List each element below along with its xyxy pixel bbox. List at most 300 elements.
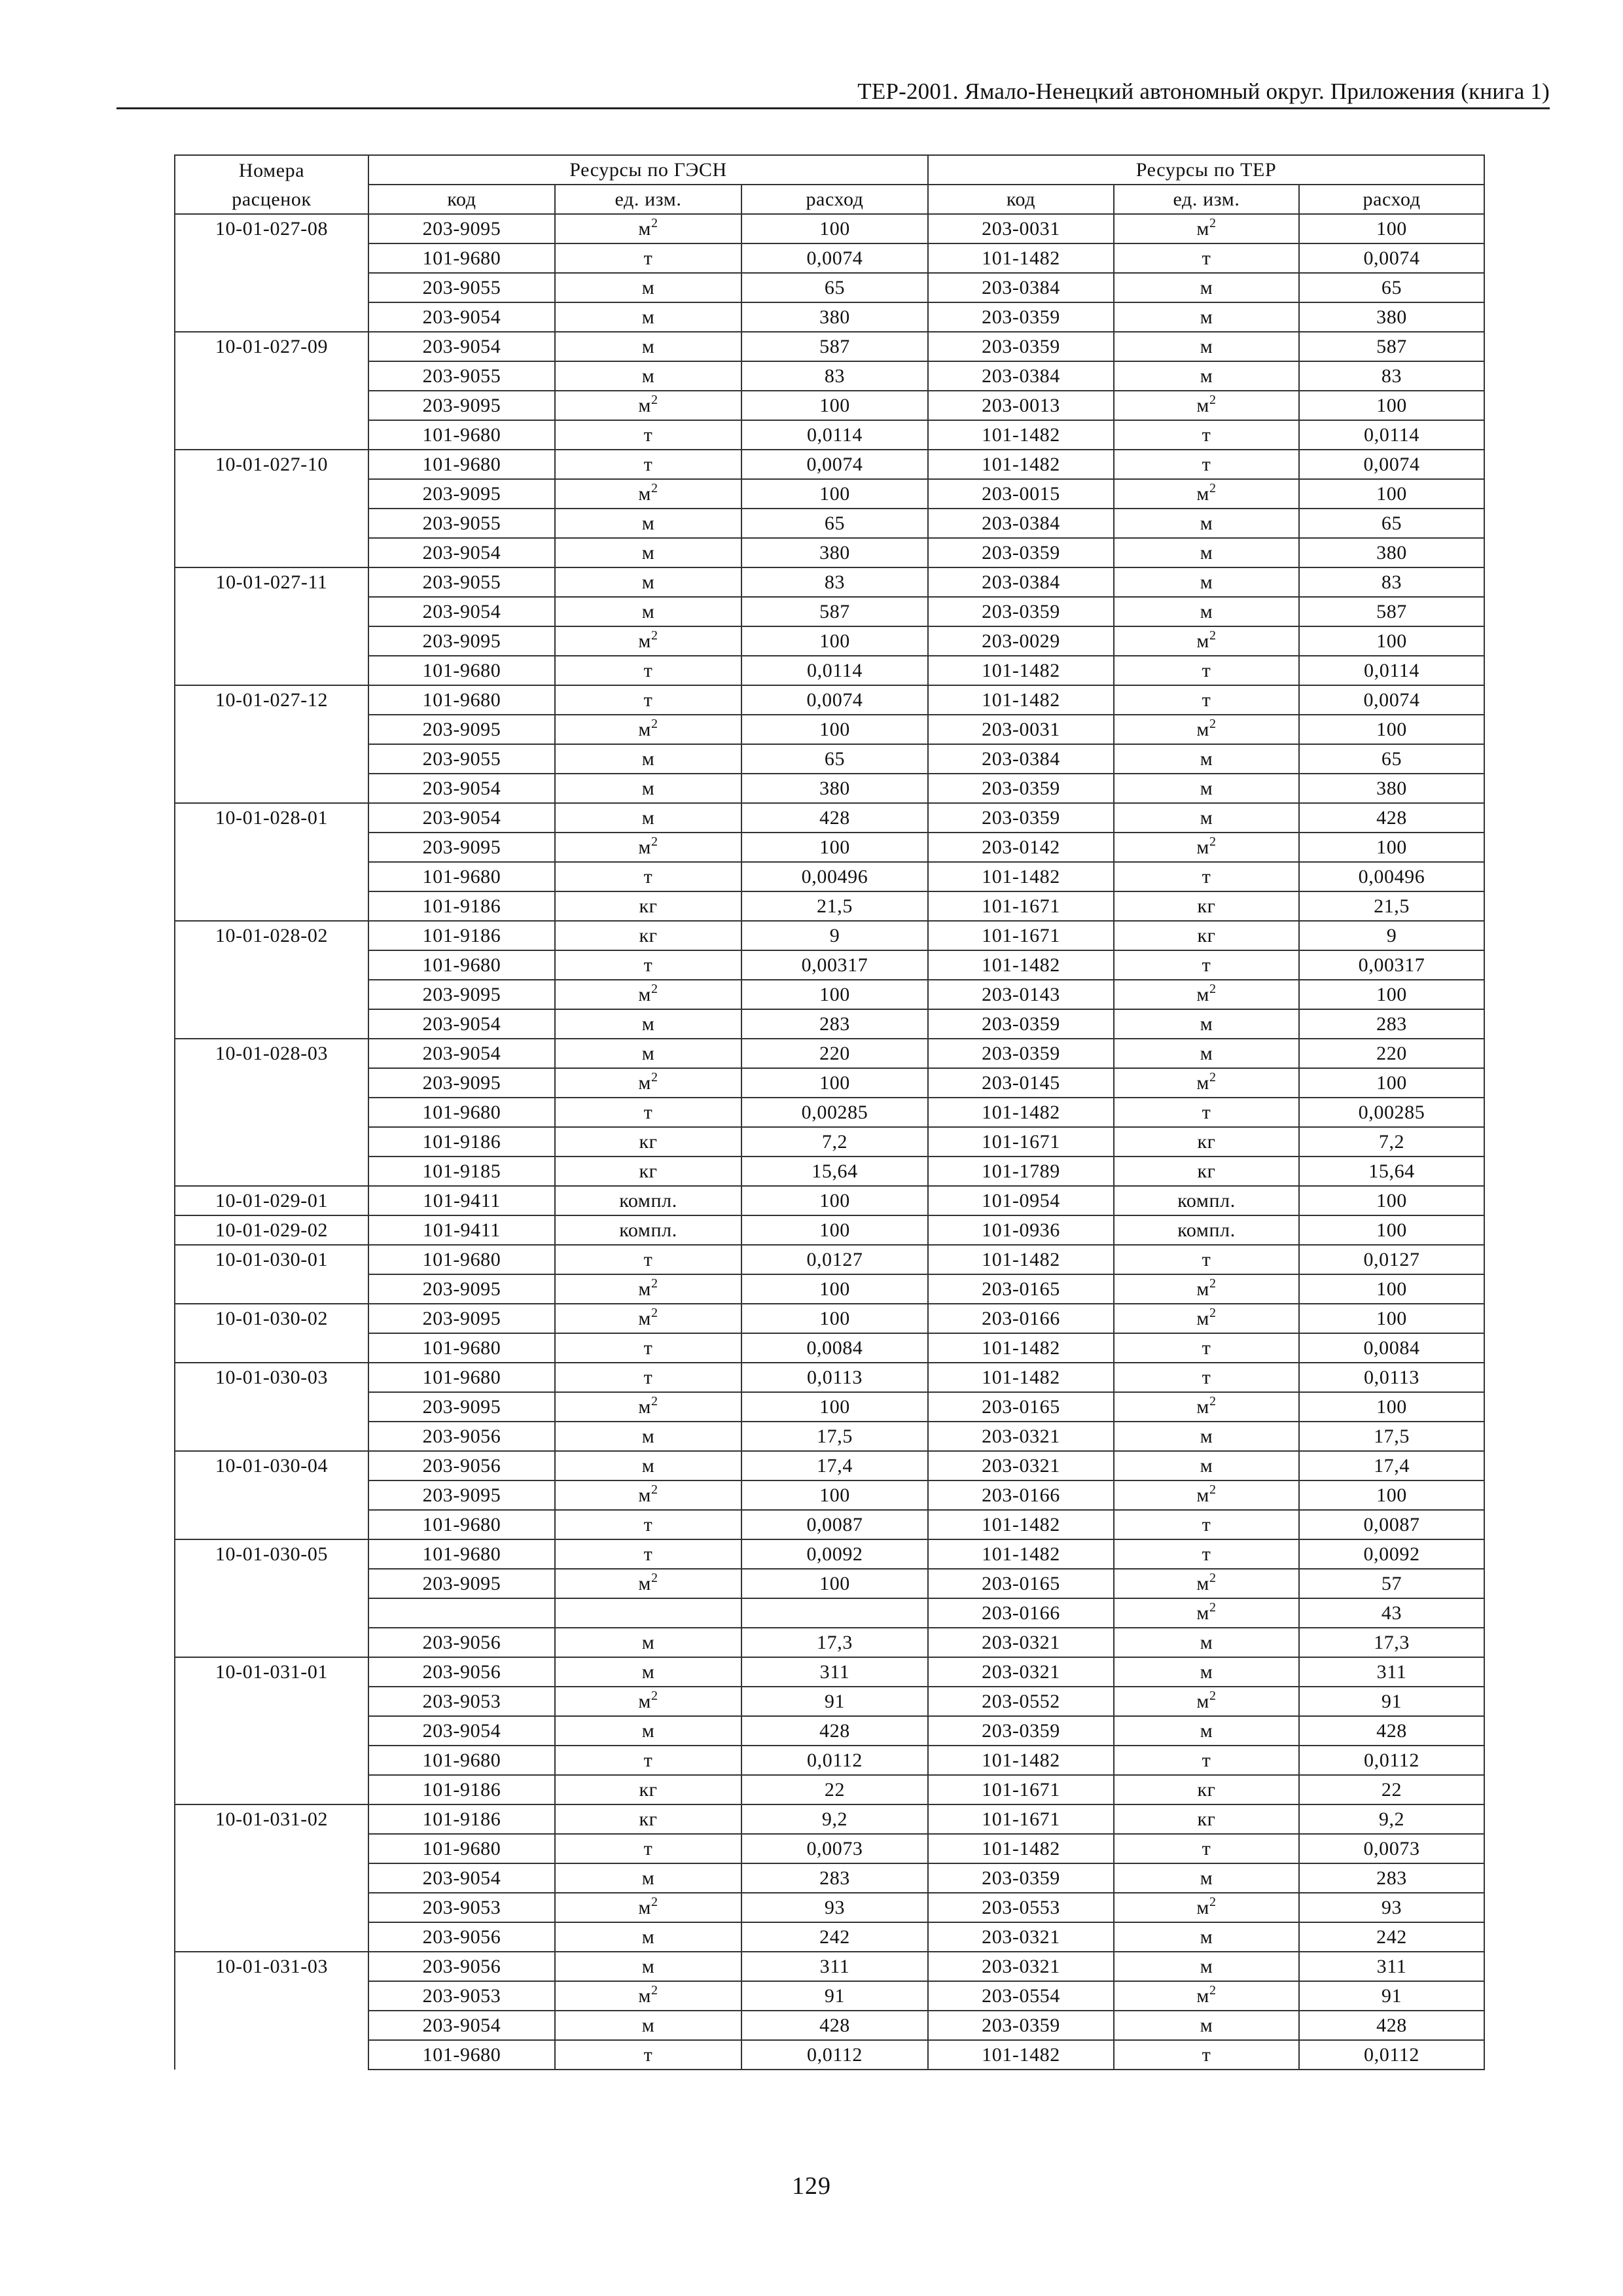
gesn-consumption-cell: 380 [741, 302, 928, 332]
ter-code-cell: 203-0013 [928, 391, 1114, 420]
gesn-code-cell: 203-9054 [368, 803, 555, 833]
ter-code-cell: 203-0384 [928, 744, 1114, 774]
ter-code-cell: 203-0359 [928, 302, 1114, 332]
gesn-code-cell: 203-9054 [368, 1009, 555, 1039]
ter-code-cell: 101-1671 [928, 891, 1114, 921]
ter-code-cell: 203-0359 [928, 803, 1114, 833]
gesn-consumption-cell: 21,5 [741, 891, 928, 921]
gesn-consumption-cell: 83 [741, 361, 928, 391]
ter-unit-cell: т [1114, 1539, 1299, 1569]
gesn-code-cell: 203-9095 [368, 1392, 555, 1422]
ter-unit-cell: т [1114, 656, 1299, 685]
gesn-unit-cell: м [555, 567, 741, 597]
gesn-code-cell: 203-9054 [368, 1863, 555, 1893]
table-row [175, 1333, 1484, 1363]
ter-consumption-cell: 428 [1299, 803, 1484, 833]
gesn-unit-cell: $м^2$ [555, 214, 741, 243]
gesn-unit-cell: м [555, 302, 741, 332]
ter-unit-cell: т [1114, 420, 1299, 450]
ter-unit-cell: $м^2$ [1114, 391, 1299, 420]
table-row [175, 1245, 1484, 1274]
table-row [175, 391, 1484, 420]
ter-consumption-cell: 100 [1299, 833, 1484, 862]
gesn-unit-cell: м [555, 1009, 741, 1039]
ter-unit-cell: м [1114, 803, 1299, 833]
rate-number-cell-continued [175, 361, 368, 391]
gesn-code-cell: 101-9186 [368, 1127, 555, 1157]
ter-consumption-cell: 380 [1299, 774, 1484, 803]
ter-consumption-cell: 380 [1299, 302, 1484, 332]
ter-unit-cell: кг [1114, 1804, 1299, 1834]
table-row [175, 1569, 1484, 1598]
ter-consumption-cell: 0,0127 [1299, 1245, 1484, 1274]
rate-number-cell-continued [175, 626, 368, 656]
gesn-code-cell: 101-9680 [368, 1245, 555, 1274]
gesn-unit-cell: $м^2$ [555, 833, 741, 862]
ter-unit-cell: м [1114, 597, 1299, 626]
gesn-code-cell: 203-9055 [368, 744, 555, 774]
header-rule [116, 107, 1550, 109]
ter-code-cell: 101-1482 [928, 1098, 1114, 1127]
gesn-code-cell: 101-9411 [368, 1186, 555, 1215]
ter-code-cell: 203-0359 [928, 1039, 1114, 1068]
gesn-consumption-cell: 283 [741, 1009, 928, 1039]
table-row [175, 1068, 1484, 1098]
ter-consumption-cell: 380 [1299, 538, 1484, 567]
gesn-unit-cell: $м^2$ [555, 1893, 741, 1922]
ter-code-cell: 203-0553 [928, 1893, 1114, 1922]
gesn-consumption-cell: 0,0087 [741, 1510, 928, 1539]
gesn-consumption-cell [741, 1598, 928, 1628]
gesn-consumption-cell: 7,2 [741, 1127, 928, 1157]
gesn-unit-cell: т [555, 1510, 741, 1539]
rate-number-cell-continued [175, 1127, 368, 1157]
gesn-unit-cell: $м^2$ [555, 1569, 741, 1598]
ter-consumption-cell: 0,00496 [1299, 862, 1484, 891]
gesn-code-cell: 101-9680 [368, 1510, 555, 1539]
ter-code-cell: 203-0554 [928, 1981, 1114, 2011]
ter-code-cell: 203-0142 [928, 833, 1114, 862]
ter-code-cell: 203-0031 [928, 214, 1114, 243]
gesn-consumption-cell: 100 [741, 1274, 928, 1304]
gesn-unit-cell [555, 1598, 741, 1628]
gesn-unit-cell: м [555, 1863, 741, 1893]
ter-unit-cell: т [1114, 1834, 1299, 1863]
table-row [175, 862, 1484, 891]
ter-code-cell: 101-1482 [928, 1539, 1114, 1569]
gesn-unit-cell: м [555, 273, 741, 302]
ter-consumption-cell: 220 [1299, 1039, 1484, 1068]
table-row [175, 214, 1484, 243]
table-row [175, 450, 1484, 479]
ter-unit-cell: $м^2$ [1114, 715, 1299, 744]
ter-consumption-cell: 9 [1299, 921, 1484, 950]
gesn-consumption-cell: 9 [741, 921, 928, 950]
gesn-consumption-cell: 0,0084 [741, 1333, 928, 1363]
table-row [175, 302, 1484, 332]
rate-number-cell-continued [175, 950, 368, 980]
ter-unit-cell: м [1114, 1009, 1299, 1039]
gesn-code-cell: 203-9055 [368, 273, 555, 302]
gesn-consumption-cell: 100 [741, 1392, 928, 1422]
page-number: 129 [792, 2172, 831, 2200]
gesn-unit-cell: кг [555, 1157, 741, 1186]
gesn-consumption-cell: 100 [741, 715, 928, 744]
gesn-unit-cell: м [555, 803, 741, 833]
ter-consumption-cell: 100 [1299, 1480, 1484, 1510]
table-row [175, 1834, 1484, 1863]
ter-consumption-cell: 100 [1299, 1274, 1484, 1304]
ter-unit-cell: кг [1114, 891, 1299, 921]
table-row [175, 1598, 1484, 1628]
ter-code-cell: 203-0015 [928, 479, 1114, 509]
gesn-code-cell: 101-9680 [368, 243, 555, 273]
table-row [175, 1687, 1484, 1716]
gesn-consumption-cell: 9,2 [741, 1804, 928, 1834]
ter-unit-cell: компл. [1114, 1186, 1299, 1215]
gesn-code-cell: 203-9095 [368, 1068, 555, 1098]
ter-consumption-cell: 0,00285 [1299, 1098, 1484, 1127]
ter-unit-cell: $м^2$ [1114, 833, 1299, 862]
ter-unit-cell: т [1114, 450, 1299, 479]
gesn-unit-cell: кг [555, 891, 741, 921]
gesn-unit-cell: м [555, 1039, 741, 1068]
gesn-consumption-cell: 0,00496 [741, 862, 928, 891]
ter-consumption-cell: 0,0114 [1299, 420, 1484, 450]
ter-consumption-cell: 65 [1299, 273, 1484, 302]
ter-unit-cell: м [1114, 1422, 1299, 1451]
gesn-consumption-cell: 100 [741, 626, 928, 656]
ter-unit-cell: т [1114, 1333, 1299, 1363]
ter-consumption-cell: 0,00317 [1299, 950, 1484, 980]
ter-consumption-cell: 0,0087 [1299, 1510, 1484, 1539]
table-row [175, 1893, 1484, 1922]
ter-unit-cell: м [1114, 1451, 1299, 1480]
ter-unit-cell: т [1114, 1510, 1299, 1539]
ter-consumption-cell: 311 [1299, 1657, 1484, 1687]
ter-unit-cell: м [1114, 1628, 1299, 1657]
gesn-unit-cell: т [555, 1363, 741, 1392]
rate-number-cell-continued [175, 1775, 368, 1804]
gesn-consumption-cell: 311 [741, 1657, 928, 1687]
gesn-consumption-cell: 17,3 [741, 1628, 928, 1657]
gesn-consumption-cell: 93 [741, 1893, 928, 1922]
ter-consumption-cell: 283 [1299, 1009, 1484, 1039]
resources-table [174, 154, 1485, 2070]
rate-number-cell-continued [175, 509, 368, 538]
ter-code-header: код [928, 185, 1114, 214]
gesn-code-cell: 203-9095 [368, 1274, 555, 1304]
gesn-code-cell: 101-9680 [368, 450, 555, 479]
gesn-unit-cell: м [555, 774, 741, 803]
ter-unit-cell: м [1114, 273, 1299, 302]
gesn-code-cell: 203-9056 [368, 1922, 555, 1952]
table-row [175, 1009, 1484, 1039]
ter-unit-cell: т [1114, 1746, 1299, 1775]
ter-unit-cell: м [1114, 567, 1299, 597]
ter-unit-cell: м [1114, 332, 1299, 361]
rate-number-cell-continued [175, 1157, 368, 1186]
table-row [175, 1098, 1484, 1127]
ter-code-cell: 203-0321 [928, 1952, 1114, 1981]
ter-unit-cell: т [1114, 1363, 1299, 1392]
table-row [175, 567, 1484, 597]
gesn-consumption-cell: 0,0092 [741, 1539, 928, 1569]
ter-consumption-cell: 65 [1299, 744, 1484, 774]
gesn-unit-cell: м [555, 1451, 741, 1480]
table-row [175, 833, 1484, 862]
gesn-code-cell: 101-9680 [368, 420, 555, 450]
gesn-code-cell: 203-9054 [368, 1716, 555, 1746]
rate-number-cell-continued [175, 833, 368, 862]
ter-unit-cell: $м^2$ [1114, 980, 1299, 1009]
rate-number-cell-continued [175, 774, 368, 803]
gesn-consumption-cell: 100 [741, 980, 928, 1009]
gesn-consumption-cell: 65 [741, 744, 928, 774]
table-row [175, 479, 1484, 509]
ter-unit-cell: м [1114, 1039, 1299, 1068]
ter-unit-cell: кг [1114, 921, 1299, 950]
gesn-unit-cell: т [555, 450, 741, 479]
gesn-code-cell: 203-9095 [368, 1569, 555, 1598]
ter-code-cell: 101-1671 [928, 921, 1114, 950]
table-row [175, 626, 1484, 656]
ter-unit-cell: т [1114, 950, 1299, 980]
rate-number-cell: 10-01-028-02 [175, 921, 368, 950]
gesn-code-cell: 101-9680 [368, 1333, 555, 1363]
rate-number-cell-continued [175, 1569, 368, 1598]
gesn-code-cell: 203-9056 [368, 1952, 555, 1981]
ter-consumption-cell: 311 [1299, 1952, 1484, 1981]
ter-consumption-cell: 0,0074 [1299, 450, 1484, 479]
gesn-unit-cell: т [555, 656, 741, 685]
ter-code-cell: 203-0552 [928, 1687, 1114, 1716]
rate-number-cell: 10-01-031-03 [175, 1952, 368, 1981]
table-row [175, 361, 1484, 391]
gesn-code-cell: 101-9680 [368, 656, 555, 685]
rate-number-cell: 10-01-027-09 [175, 332, 368, 361]
ter-code-cell: 101-1482 [928, 950, 1114, 980]
ter-consumption-cell: 100 [1299, 626, 1484, 656]
ter-consumption-cell: 100 [1299, 1068, 1484, 1098]
ter-code-cell: 203-0359 [928, 2011, 1114, 2040]
table-row [175, 1746, 1484, 1775]
gesn-unit-cell: т [555, 2040, 741, 2070]
gesn-unit-cell: м [555, 1628, 741, 1657]
table-row [175, 1274, 1484, 1304]
rate-number-cell-continued [175, 597, 368, 626]
ter-unit-cell: м [1114, 538, 1299, 567]
gesn-unit-cell: м [555, 1422, 741, 1451]
gesn-code-cell: 203-9053 [368, 1893, 555, 1922]
ter-consumption-cell: 242 [1299, 1922, 1484, 1952]
gesn-consumption-cell: 428 [741, 803, 928, 833]
gesn-code-cell: 101-9680 [368, 2040, 555, 2070]
gesn-consumption-cell: 100 [741, 1304, 928, 1333]
rate-number-cell: 10-01-030-01 [175, 1245, 368, 1274]
gesn-consumption-cell: 311 [741, 1952, 928, 1981]
ter-consumption-cell: 22 [1299, 1775, 1484, 1804]
ter-code-cell: 101-1482 [928, 1746, 1114, 1775]
ter-code-cell: 203-0165 [928, 1274, 1114, 1304]
ter-code-cell: 203-0359 [928, 538, 1114, 567]
gesn-unit-cell: кг [555, 921, 741, 950]
ter-consumption-cell: 428 [1299, 2011, 1484, 2040]
rate-number-cell: 10-01-031-02 [175, 1804, 368, 1834]
ter-code-cell: 203-0384 [928, 361, 1114, 391]
gesn-unit-cell: м [555, 1952, 741, 1981]
ter-unit-cell: кг [1114, 1157, 1299, 1186]
table-row [175, 1480, 1484, 1510]
gesn-consumption-cell: 91 [741, 1687, 928, 1716]
ter-unit-cell: м [1114, 302, 1299, 332]
gesn-code-cell: 203-9055 [368, 509, 555, 538]
gesn-unit-cell: $м^2$ [555, 1068, 741, 1098]
rate-number-cell-continued [175, 1009, 368, 1039]
table-row [175, 1981, 1484, 2011]
ter-code-cell: 101-1671 [928, 1804, 1114, 1834]
gesn-code-cell: 203-9095 [368, 391, 555, 420]
table-row [175, 2040, 1484, 2070]
ter-consumption-cell: 0,0114 [1299, 656, 1484, 685]
gesn-code-cell: 101-9680 [368, 1363, 555, 1392]
gesn-unit-cell: т [555, 1098, 741, 1127]
table-row [175, 1628, 1484, 1657]
gesn-consumption-cell: 100 [741, 214, 928, 243]
ter-consumption-cell: 283 [1299, 1863, 1484, 1893]
rate-number-cell-continued [175, 715, 368, 744]
ter-code-cell: 101-1789 [928, 1157, 1114, 1186]
ter-code-cell: 101-1482 [928, 656, 1114, 685]
ter-unit-cell: м [1114, 1657, 1299, 1687]
gesn-consumption-cell: 100 [741, 1068, 928, 1098]
ter-unit-cell: $м^2$ [1114, 1068, 1299, 1098]
rate-number-cell-continued [175, 862, 368, 891]
rate-number-cell: 10-01-027-12 [175, 685, 368, 715]
ter-consumption-cell: 17,5 [1299, 1422, 1484, 1451]
table-row [175, 2011, 1484, 2040]
gesn-consumption-cell: 0,0112 [741, 1746, 928, 1775]
ter-consumption-cell: 43 [1299, 1598, 1484, 1628]
table-row [175, 1539, 1484, 1569]
gesn-consumption-cell: 380 [741, 538, 928, 567]
gesn-code-cell: 101-9186 [368, 891, 555, 921]
table-row [175, 744, 1484, 774]
ter-consumption-cell: 93 [1299, 1893, 1484, 1922]
table-row [175, 273, 1484, 302]
table-row [175, 656, 1484, 685]
gesn-consumption-cell: 22 [741, 1775, 928, 1804]
gesn-unit-header: ед. изм. [555, 185, 741, 214]
gesn-consumption-cell: 100 [741, 1480, 928, 1510]
ter-code-cell: 203-0031 [928, 715, 1114, 744]
gesn-unit-cell: $м^2$ [555, 479, 741, 509]
gesn-consumption-cell: 0,0074 [741, 685, 928, 715]
rate-number-cell-continued [175, 1068, 368, 1098]
gesn-unit-cell: т [555, 685, 741, 715]
gesn-unit-cell: м [555, 2011, 741, 2040]
gesn-unit-cell: т [555, 1245, 741, 1274]
rate-number-cell-continued [175, 2040, 368, 2070]
ter-unit-cell: т [1114, 862, 1299, 891]
ter-unit-cell: м [1114, 1863, 1299, 1893]
ter-consumption-cell: 7,2 [1299, 1127, 1484, 1157]
gesn-unit-cell: т [555, 1333, 741, 1363]
ter-code-cell: 203-0166 [928, 1480, 1114, 1510]
ter-code-cell: 101-1482 [928, 243, 1114, 273]
ter-code-cell: 203-0321 [928, 1451, 1114, 1480]
gesn-code-cell: 203-9095 [368, 833, 555, 862]
gesn-consumption-cell: 428 [741, 1716, 928, 1746]
ter-code-cell: 203-0165 [928, 1569, 1114, 1598]
gesn-unit-cell: $м^2$ [555, 1480, 741, 1510]
gesn-unit-cell: $м^2$ [555, 1304, 741, 1333]
gesn-unit-cell: $м^2$ [555, 980, 741, 1009]
ter-consumption-cell: 0,0112 [1299, 1746, 1484, 1775]
gesn-code-cell: 203-9054 [368, 1039, 555, 1068]
gesn-consumption-cell: 587 [741, 597, 928, 626]
gesn-code-cell: 101-9680 [368, 1098, 555, 1127]
ter-consumption-cell: 100 [1299, 214, 1484, 243]
gesn-unit-cell: компл. [555, 1215, 741, 1245]
table-row [175, 715, 1484, 744]
gesn-consumption-cell: 242 [741, 1922, 928, 1952]
ter-consumption-cell: 587 [1299, 332, 1484, 361]
ter-consumption-cell: 91 [1299, 1687, 1484, 1716]
gesn-unit-cell: кг [555, 1127, 741, 1157]
rate-numbers-header-line1: Номера [175, 155, 368, 185]
ter-consumption-cell: 0,0084 [1299, 1333, 1484, 1363]
gesn-unit-cell: $м^2$ [555, 715, 741, 744]
gesn-consumption-cell: 428 [741, 2011, 928, 2040]
table-row [175, 1451, 1484, 1480]
ter-unit-cell: м [1114, 1716, 1299, 1746]
gesn-consumption-cell: 100 [741, 1569, 928, 1598]
rate-number-cell: 10-01-030-03 [175, 1363, 368, 1392]
rate-number-cell-continued [175, 2011, 368, 2040]
ter-code-cell: 101-1482 [928, 862, 1114, 891]
ter-consumption-cell: 100 [1299, 479, 1484, 509]
gesn-code-cell: 101-9411 [368, 1215, 555, 1245]
gesn-consumption-cell: 283 [741, 1863, 928, 1893]
gesn-consumption-cell: 0,0112 [741, 2040, 928, 2070]
rate-number-cell: 10-01-030-05 [175, 1539, 368, 1569]
gesn-code-cell: 203-9054 [368, 597, 555, 626]
gesn-code-cell: 203-9054 [368, 2011, 555, 2040]
rate-numbers-header-line2: расценок [175, 185, 368, 214]
ter-unit-cell: т [1114, 243, 1299, 273]
rate-number-cell-continued [175, 1274, 368, 1304]
gesn-unit-cell: м [555, 597, 741, 626]
gesn-consumption-cell: 100 [741, 479, 928, 509]
ter-consumption-cell: 15,64 [1299, 1157, 1484, 1186]
table-row [175, 1952, 1484, 1981]
gesn-unit-cell: т [555, 420, 741, 450]
ter-code-cell: 203-0359 [928, 1716, 1114, 1746]
gesn-code-cell: 101-9185 [368, 1157, 555, 1186]
gesn-unit-cell: т [555, 243, 741, 273]
running-header: ТЕР-2001. Ямало-Ненецкий автономный округ. Приложения (книга 1) [857, 79, 1550, 104]
gesn-consumption-cell: 0,00285 [741, 1098, 928, 1127]
table-row [175, 1510, 1484, 1539]
gesn-code-cell: 203-9054 [368, 538, 555, 567]
gesn-consumption-cell: 220 [741, 1039, 928, 1068]
ter-consumption-cell: 100 [1299, 1304, 1484, 1333]
table-row [175, 803, 1484, 833]
table-row [175, 891, 1484, 921]
ter-unit-cell: $м^2$ [1114, 1480, 1299, 1510]
ter-code-cell: 101-1482 [928, 1510, 1114, 1539]
